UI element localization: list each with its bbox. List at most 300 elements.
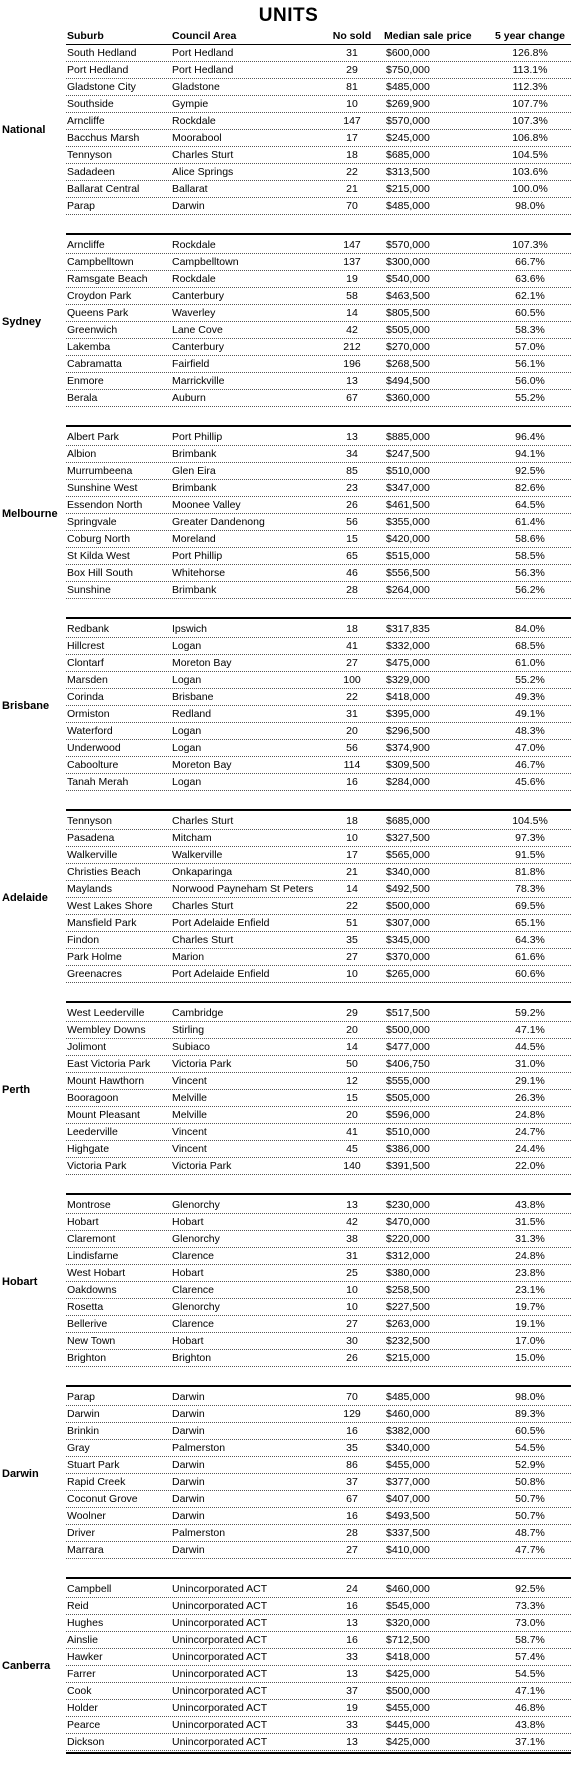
section-sydney [0,237,577,407]
cell-price: $258,500 [386,1284,430,1296]
cell-price: $347,000 [386,482,430,494]
cell-council: Canterbury [172,290,224,302]
cell-council: Rockdale [172,115,216,127]
cell-price: $463,500 [386,290,430,302]
cell-council: Rockdale [172,239,216,251]
section-label: Sydney [2,316,42,328]
cell-council: Darwin [172,1544,205,1556]
cell-council: Vincent [172,1075,207,1087]
cell-sold: 81 [346,81,358,93]
cell-change: 26.3% [515,1092,545,1104]
cell-council: Marion [172,951,205,963]
section-divider [66,809,571,811]
cell-price: $517,500 [386,1007,430,1019]
cell-suburb: Brinkin [67,1425,100,1437]
cell-change: 113.1% [512,64,548,76]
cell-suburb: Oakdowns [67,1284,117,1296]
cell-price: $685,000 [386,149,430,161]
table-row [0,322,577,339]
cell-price: $247,500 [386,448,430,460]
cell-price: $461,500 [386,499,430,511]
cell-sold: 26 [346,1352,358,1364]
cell-change: 57.4% [515,1651,545,1663]
cell-change: 54.5% [515,1442,545,1454]
cell-council: Fairfield [172,358,210,370]
cell-suburb: Tennyson [67,149,112,161]
table-row [0,497,577,514]
cell-council: Vincent [172,1143,207,1155]
cell-council: Gladstone [172,81,220,93]
cell-sold: 17 [346,849,358,861]
cell-council: Darwin [172,1459,205,1471]
table-row [0,689,577,706]
cell-price: $300,000 [386,256,430,268]
cell-change: 60.5% [515,307,545,319]
cell-sold: 28 [346,1527,358,1539]
cell-change: 61.4% [515,516,545,528]
table-row [0,757,577,774]
cell-council: Stirling [172,1024,205,1036]
cell-change: 69.5% [515,900,545,912]
cell-suburb: Brighton [67,1352,107,1364]
cell-price: $220,000 [386,1233,430,1245]
cell-sold: 16 [346,1600,358,1612]
cell-price: $494,500 [386,375,430,387]
cell-council: Melville [172,1092,208,1104]
table-row [0,1474,577,1491]
table-row [0,237,577,254]
cell-price: $230,000 [386,1199,430,1211]
cell-change: 24.4% [515,1143,545,1155]
cell-price: $477,000 [386,1041,430,1053]
cell-council: Moreton Bay [172,759,232,771]
cell-change: 57.0% [515,341,545,353]
cell-change: 47.1% [515,1685,545,1697]
table-row [0,1525,577,1542]
cell-change: 98.0% [515,1391,545,1403]
cell-change: 24.8% [515,1109,545,1121]
cell-council: Palmerston [172,1527,226,1539]
cell-sold: 15 [346,533,358,545]
table-row [0,356,577,373]
section-melbourne [0,429,577,599]
cell-suburb: Stuart Park [67,1459,120,1471]
cell-council: Greater Dandenong [172,516,265,528]
cell-council: Auburn [172,392,206,404]
cell-price: $685,000 [386,815,430,827]
cell-sold: 24 [346,1583,358,1595]
table-row [0,813,577,830]
table-row [0,429,577,446]
cell-suburb: Greenacres [67,968,122,980]
cell-council: Victoria Park [172,1058,232,1070]
cell-price: $556,500 [386,567,430,579]
cell-suburb: Greenwich [67,324,118,336]
cell-sold: 14 [346,1041,358,1053]
table-row [0,79,577,96]
cell-council: Brimbank [172,584,217,596]
section-divider [66,233,571,235]
cell-price: $545,000 [386,1600,430,1612]
table-row [0,1457,577,1474]
cell-council: Whitehorse [172,567,226,579]
cell-sold: 37 [346,1476,358,1488]
cell-change: 78.3% [515,883,545,895]
cell-change: 58.6% [515,533,545,545]
cell-suburb: South Hedland [67,47,137,59]
cell-suburb: Rosetta [67,1301,104,1313]
cell-sold: 13 [346,1199,358,1211]
cell-price: $337,500 [386,1527,430,1539]
cell-change: 47.7% [515,1544,545,1556]
cell-price: $500,000 [386,900,430,912]
cell-council: Glen Eira [172,465,216,477]
cell-sold: 16 [346,1634,358,1646]
cell-price: $515,000 [386,550,430,562]
cell-change: 55.2% [515,674,545,686]
cell-suburb: Underwood [67,742,121,754]
cell-suburb: Arncliffe [67,115,105,127]
cell-suburb: Tanah Merah [67,776,129,788]
cell-price: $425,000 [386,1736,430,1748]
cell-sold: 10 [346,832,358,844]
cell-council: Onkaparinga [172,866,233,878]
cell-suburb: Ainslie [67,1634,98,1646]
cell-change: 31.0% [515,1058,545,1070]
cell-council: Darwin [172,1425,205,1437]
cell-suburb: Ballarat Central [67,183,140,195]
cell-price: $345,000 [386,934,430,946]
table-row [0,1124,577,1141]
cell-change: 23.1% [515,1284,545,1296]
cell-price: $329,000 [386,674,430,686]
cell-sold: 42 [346,324,358,336]
cell-price: $505,000 [386,324,430,336]
cell-council: Alice Springs [172,166,234,178]
cell-sold: 13 [346,431,358,443]
cell-suburb: West Hobart [67,1267,126,1279]
cell-suburb: Cook [67,1685,92,1697]
cell-council: Redland [172,708,212,720]
cell-price: $410,000 [386,1544,430,1556]
cell-change: 89.3% [515,1408,545,1420]
table-row [0,565,577,582]
cell-sold: 20 [346,1109,358,1121]
cell-council: Port Hedland [172,64,234,76]
table-row [0,1683,577,1700]
cell-council: Clarence [172,1318,215,1330]
cell-sold: 27 [346,1544,358,1556]
cell-sold: 196 [343,358,361,370]
cell-sold: 65 [346,550,358,562]
cell-council: Charles Sturt [172,149,234,161]
cell-change: 112.3% [512,81,548,93]
cell-price: $263,000 [386,1318,430,1330]
cell-suburb: Berala [67,392,98,404]
cell-council: Darwin [172,1408,205,1420]
cell-suburb: Pasadena [67,832,115,844]
table-row [0,1649,577,1666]
cell-sold: 114 [343,759,361,771]
cell-sold: 22 [346,691,358,703]
cell-suburb: Murrumbeena [67,465,133,477]
cell-sold: 70 [346,1391,358,1403]
table-row [0,1282,577,1299]
table-row [0,672,577,689]
cell-suburb: Park Holme [67,951,122,963]
cell-change: 68.5% [515,640,545,652]
cell-sold: 50 [346,1058,358,1070]
cell-price: $475,000 [386,657,430,669]
table-row [0,1440,577,1457]
cell-sold: 22 [346,900,358,912]
table-row [0,830,577,847]
cell-change: 19.7% [515,1301,545,1313]
cell-sold: 37 [346,1685,358,1697]
cell-sold: 26 [346,499,358,511]
table-row [0,305,577,322]
cell-sold: 23 [346,482,358,494]
cell-sold: 33 [346,1651,358,1663]
cell-change: 64.5% [515,499,545,511]
cell-suburb: Port Hedland [67,64,129,76]
cell-council: Vincent [172,1126,207,1138]
table-row [0,1107,577,1124]
cell-price: $327,500 [386,832,430,844]
table-row [0,1316,577,1333]
cell-sold: 27 [346,1318,358,1330]
table-row [0,1248,577,1265]
cell-council: Unincorporated ACT [172,1702,268,1714]
cell-sold: 212 [343,341,361,353]
table-row [0,1141,577,1158]
cell-price: $391,500 [386,1160,430,1172]
cell-price: $540,000 [386,273,430,285]
cell-sold: 41 [346,1126,358,1138]
cell-price: $570,000 [386,115,430,127]
cell-council: Logan [172,742,202,754]
cell-price: $500,000 [386,1024,430,1036]
cell-change: 107.7% [512,98,548,110]
cell-council: Darwin [172,1391,205,1403]
table-row [0,847,577,864]
cell-council: Unincorporated ACT [172,1651,268,1663]
cell-council: Brimbank [172,448,217,460]
cell-change: 91.5% [515,849,545,861]
cell-price: $485,000 [386,1391,430,1403]
cell-council: Clarence [172,1250,215,1262]
table-row [0,1073,577,1090]
table-row [0,198,577,215]
cell-change: 43.8% [515,1199,545,1211]
cell-suburb: Tennyson [67,815,112,827]
table-row [0,164,577,181]
cell-price: $425,000 [386,1668,430,1680]
cell-change: 62.1% [515,290,545,302]
cell-council: Logan [172,640,202,652]
cell-sold: 67 [346,392,358,404]
cell-suburb: Marrara [67,1544,104,1556]
cell-sold: 38 [346,1233,358,1245]
cell-sold: 27 [346,657,358,669]
table-row [0,1734,577,1751]
cell-sold: 129 [343,1408,361,1420]
cell-change: 50.7% [515,1510,545,1522]
cell-council: Port Phillip [172,550,223,562]
cell-change: 106.8% [512,132,548,144]
cell-change: 37.1% [515,1736,545,1748]
cell-price: $455,000 [386,1459,430,1471]
cell-sold: 13 [346,1617,358,1629]
cell-change: 22.0% [515,1160,545,1172]
table-row [0,1632,577,1649]
cell-suburb: Hughes [67,1617,104,1629]
table-row [0,181,577,198]
table-row [0,1231,577,1248]
cell-suburb: Lakemba [67,341,111,353]
cell-price: $805,500 [386,307,430,319]
cell-suburb: Driver [67,1527,95,1539]
cell-sold: 35 [346,934,358,946]
cell-price: $395,000 [386,708,430,720]
cell-price: $227,500 [386,1301,430,1313]
cell-change: 45.6% [515,776,545,788]
cell-price: $420,000 [386,533,430,545]
table-row [0,271,577,288]
cell-suburb: Box Hill South [67,567,133,579]
cell-sold: 70 [346,200,358,212]
cell-council: Melville [172,1109,208,1121]
cell-price: $284,000 [386,776,430,788]
cell-council: Hobart [172,1267,204,1279]
cell-council: Glenorchy [172,1301,220,1313]
cell-price: $270,000 [386,341,430,353]
table-row [0,463,577,480]
cell-sold: 16 [346,776,358,788]
cell-suburb: Croydon Park [67,290,132,302]
section-label: Canberra [2,1660,51,1672]
cell-sold: 20 [346,725,358,737]
cell-council: Glenorchy [172,1233,220,1245]
cell-sold: 28 [346,584,358,596]
cell-council: Port Hedland [172,47,234,59]
cell-change: 81.8% [515,866,545,878]
cell-council: Mitcham [172,832,212,844]
cell-change: 54.5% [515,1668,545,1680]
table-row [0,446,577,463]
cell-council: Palmerston [172,1442,226,1454]
cell-council: Glenorchy [172,1199,220,1211]
cell-change: 58.3% [515,324,545,336]
table-row [0,1700,577,1717]
table-row [0,723,577,740]
cell-change: 15.0% [515,1352,545,1364]
section-label: National [2,124,46,136]
section-brisbane [0,621,577,791]
cell-suburb: Ramsgate Beach [67,273,148,285]
section-label: Hobart [2,1276,38,1288]
cell-suburb: Claremont [67,1233,116,1245]
cell-sold: 29 [346,64,358,76]
cell-sold: 67 [346,1493,358,1505]
cell-change: 49.1% [515,708,545,720]
table-row [0,1542,577,1559]
cell-price: $505,000 [386,1092,430,1104]
table-row [0,1214,577,1231]
cell-change: 29.1% [515,1075,545,1087]
cell-price: $382,000 [386,1425,430,1437]
cell-suburb: Sunshine [67,584,111,596]
table-row [0,915,577,932]
cell-price: $510,000 [386,465,430,477]
cell-change: 96.4% [515,431,545,443]
cell-suburb: Farrer [67,1668,96,1680]
cell-council: Hobart [172,1335,204,1347]
cell-price: $470,000 [386,1216,430,1228]
cell-council: Brisbane [172,691,214,703]
table-row [0,1056,577,1073]
cell-suburb: Dickson [67,1736,105,1748]
cell-change: 50.7% [515,1493,545,1505]
cell-sold: 14 [346,307,358,319]
cell-price: $493,500 [386,1510,430,1522]
cell-change: 47.1% [515,1024,545,1036]
col-council: Council Area [172,30,237,42]
cell-price: $332,000 [386,640,430,652]
cell-sold: 13 [346,1736,358,1748]
section-divider [66,425,571,427]
cell-suburb: Campbelltown [67,256,134,268]
cell-suburb: Montrose [67,1199,111,1211]
cell-change: 46.7% [515,759,545,771]
cell-suburb: Parap [67,200,96,212]
cell-suburb: Caboolture [67,759,119,771]
table-row [0,582,577,599]
cell-council: Unincorporated ACT [172,1668,268,1680]
cell-suburb: Clontarf [67,657,104,669]
cell-sold: 29 [346,1007,358,1019]
cell-council: Unincorporated ACT [172,1736,268,1748]
cell-change: 66.7% [515,256,545,268]
section-divider [66,1001,571,1003]
cell-council: Unincorporated ACT [172,1617,268,1629]
cell-change: 98.0% [515,200,545,212]
cell-suburb: Bellerive [67,1318,108,1330]
cell-price: $312,000 [386,1250,430,1262]
cell-change: 58.5% [515,550,545,562]
cell-council: Victoria Park [172,1160,232,1172]
cell-council: Unincorporated ACT [172,1685,268,1697]
cell-change: 31.5% [515,1216,545,1228]
cell-suburb: Arncliffe [67,239,105,251]
table-row [0,1389,577,1406]
table-row [0,1508,577,1525]
col-sold: No sold [332,30,372,42]
table-row [0,638,577,655]
cell-price: $232,500 [386,1335,430,1347]
cell-price: $370,000 [386,951,430,963]
cell-suburb: Albert Park [67,431,119,443]
cell-council: Unincorporated ACT [172,1583,268,1595]
cell-change: 24.8% [515,1250,545,1262]
cell-sold: 10 [346,1301,358,1313]
cell-council: Waverley [172,307,216,319]
cell-suburb: Sadadeen [67,166,115,178]
cell-council: Unincorporated ACT [172,1719,268,1731]
cell-change: 23.8% [515,1267,545,1279]
cell-change: 56.2% [515,584,545,596]
table-row [0,147,577,164]
